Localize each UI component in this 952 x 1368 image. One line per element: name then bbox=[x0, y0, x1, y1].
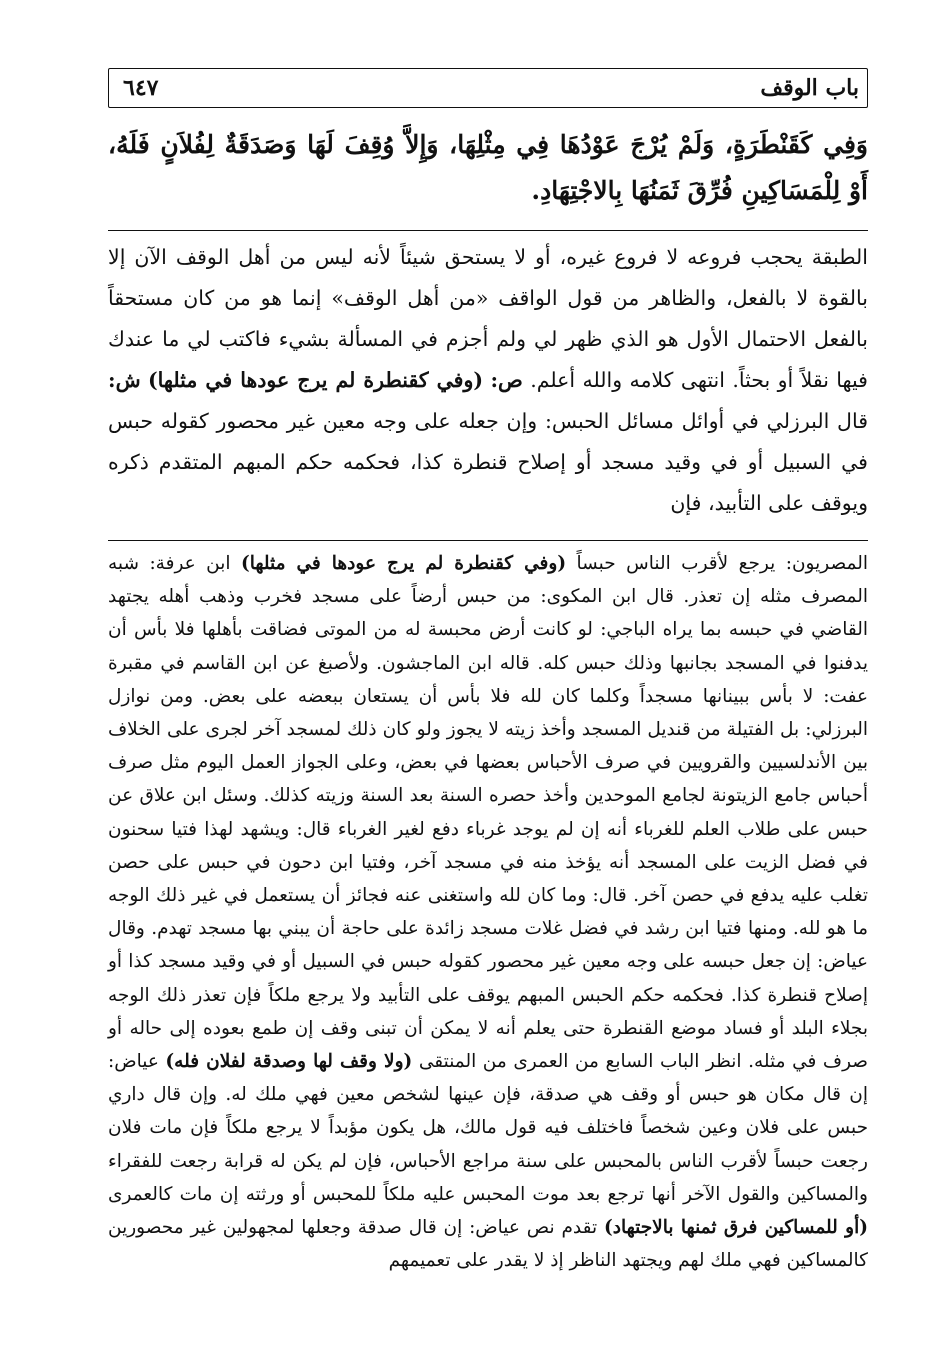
sharh-label-sheen: ش: bbox=[108, 368, 141, 392]
divider-line-bottom bbox=[108, 540, 868, 541]
sharh-quote: (وفي كقنطرة لم يرج عودها في مثلها) bbox=[147, 368, 484, 392]
sharh-part-1: الطبقة يحجب فروعه لا فروع غيره، أو لا يستحق شيئاً لأنه ليس من أهل الوقف الآن إلا بالقوة لا بالفعل، والظاهر من قول الواقف «من أهل الوقف» إنما هو من كان مستحقاً بالفعل الاحتمال الأول هو الذي ظهر لي ولم أجزم في المسألة بشيء فاكتب لي ما عندك فيها نقلاً أو بحثاً. انتهى كلامه والله أعلم. bbox=[108, 245, 868, 392]
sharh-label-sad: ص: bbox=[490, 368, 523, 392]
hashiya-p3-quote: (أو للمساكين فرق ثمنها بالاجتهاد) bbox=[603, 1217, 869, 1239]
hashiya-p1-quote: (وفي كقنطرة لم يرج عودها في مثلها) bbox=[240, 553, 567, 574]
hashiya-text bbox=[108, 547, 868, 1277]
book-page bbox=[108, 68, 868, 1328]
page-number: ٦٤٧ bbox=[123, 75, 159, 101]
hashiya-p1-a: المصريون: يرجع لأقرب الناس حبساً bbox=[576, 553, 868, 574]
hashiya-p2-quote: (ولا وقف لها وصدقة لفلان فله) bbox=[165, 1051, 413, 1073]
page-header bbox=[108, 68, 868, 108]
sharh-text bbox=[108, 237, 868, 524]
divider-line-top bbox=[108, 230, 868, 231]
chapter-title: باب الوقف bbox=[760, 75, 859, 101]
matn-text: وَفِي كَقَنْطَرَةٍ، وَلَمْ يُرْجَ عَوْدُهَا فِي مِثْلِهَا، وَإِلاَّ وُقِفَ لَهَا وَصَدَقَةٌ لِفُلاَنٍ فَلَهُ، أَوْ لِلْمَسَاكِينِ فُرِّقَ ثَمَنُهَا بِالاجْتِهَادِ. bbox=[108, 130, 868, 205]
hashiya-p3-b: تقدم نص عياض: إن قال صدقة وجعلها لمجهولين غير محصورين كالمساكين فهي ملك لهم ويجتهد الناظر إذ لا يقدر على تعميمهم bbox=[108, 1217, 868, 1272]
sharh-part-2: قال البرزلي في أوائل مسائل الحبس: وإن جعله على وجه معين غير محصور كقوله حبس في السبيل أو في وقيد مسجد أو إصلاح قنطرة كذا، فحكمه حكم المبهم المتقدم ذكره ويوقف على التأبيد، فإن bbox=[108, 409, 868, 515]
hashiya-p2-b: عياض: إن قال مكان هو حبس أو وقف هي صدقة، فإن عينها لشخص معين فهي ملك له. وإن قال داري حبس على فلان وعين شخصاً فاختلف فيه قول مالك، هل يكون مؤبداً لا يرجع ملكاً فإن مات فلان رجعت حبساً لأقرب الناس بالمحبس على سنة مراجع الأحباس، فإن لم يكن له قرابة رجعت للفقراء والمساكين والقول الآخر أنها ترجع بعد موت المحبس عليه ملكاً للمحبس أو ورثته إن مات كالعمرى bbox=[108, 1051, 868, 1205]
hashiya-p1-b: ابن عرفة: شبه المصرف مثله إن تعذر. قال ابن المكوى: من حبس أرضاً على مسجد فخرب وذهب أهله يجتهد القاضي في حبسه بما يراه الباجي: لو كانت أرض محبسة له من الموتى فضاقت بأهلها فلا بأس أن يدفنوا في المسجد بجانبها وذلك حبس كله. قاله ابن الماجشون. ولأصبغ عن ابن القاسم في مقبرة عفت: لا بأس ببينانها مسجداً وكلما كان لله فلا بأس أن يستعان ببعضه على بعض. ومن نوازل البرزلي: بل الفتيلة من قنديل المسجد وأخذ زيته لا يجوز ولو كان ذلك لمسجد آخر لجرى على الخلاف بين الأندلسيين والقرويين في صرف الأحباس بعضها في بعض، وعلى الجواز العمل اليوم مثل صرف أحباس جامع الزيتونة لجامع الموحدين وأخذ حصره السنة بعد السنة وزيته كذلك. وسئل ابن علاق عن حبس على طلاب العلم للغرباء أنه إن لم يوجد غرباء دفع لغير الغرباء قال: ويشهد لهذا فتيا سحنون في فضل الزيت على المسجد أنه يؤخذ منه في مسجد آخر، وفتيا ابن دحون في حبس على حصن تغلب عليه يدفع في حصن آخر. قال: وما كان لله واستغنى عنه فجائز أن يستعمل في غير ذلك الوجه ما هو لله. ومنها فتيا ابن رشد في فضل غلات مسجد زائدة على حاجة أن يبني بها مسجد تهدم. وقال عياض: إن جعل حبسه على وجه معين غير محصور كقوله حبس في السبيل أو في وقيد مسجد كذا أو إصلاح قنطرة كذا. فحكمه حكم الحبس المبهم يوقف على التأبيد ولا يرجع ملكاً فإن تعذر ذلك الوجه بجلاء البلد أو فساد موضع القنطرة حتى يعلم أنه لا يمكن أن تبنى وقف إن طمع بعوده إلى حاله أو صرف في مثله. انظر الباب السابع من العمرى من المنتقى bbox=[108, 553, 868, 1073]
